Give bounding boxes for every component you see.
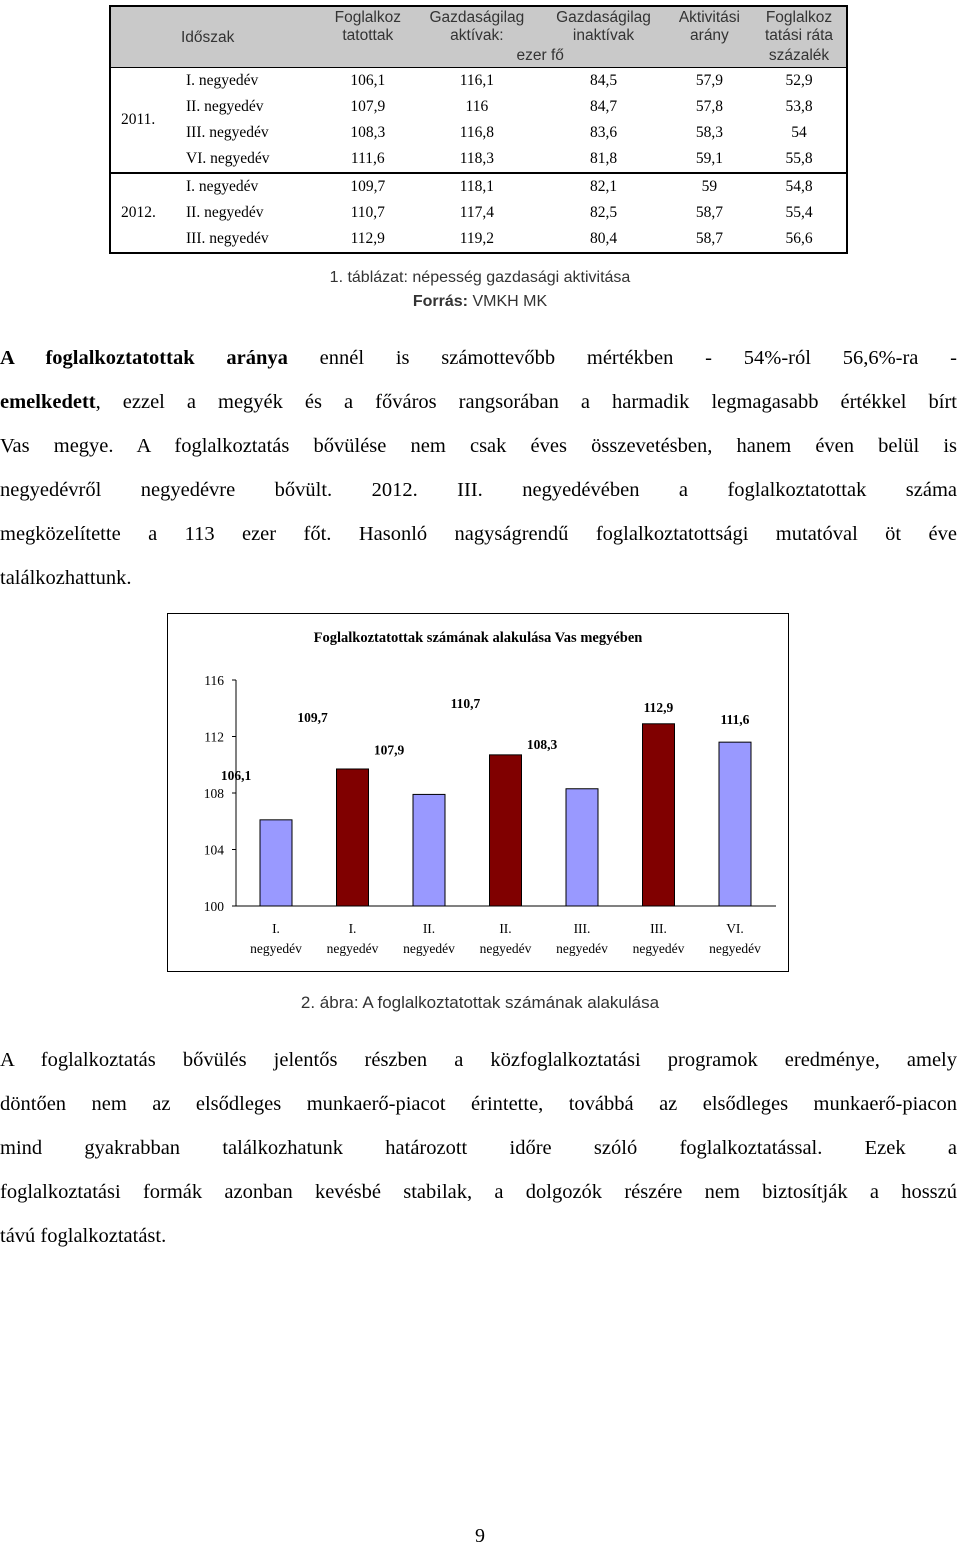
chart-title: Foglalkoztatottak számának alakulása Vas megyében <box>313 630 643 646</box>
header-col5 <box>752 6 847 45</box>
x-tick-label: III. <box>650 921 667 936</box>
value-cell: 57,9 <box>667 67 752 94</box>
bar-value-label: 110,7 <box>450 695 481 711</box>
value-cell: 52,9 <box>752 67 847 94</box>
text-run: ennél is számottevőbb mértékben - 54%-ról 56,6%-ra - <box>287 347 957 369</box>
bar-value-label: 111,6 <box>720 712 750 728</box>
employment-bar-chart <box>167 613 789 972</box>
value-cell: 116,8 <box>459 123 495 141</box>
text-run: , ezzel a megyék és a főváros rangsorában a harmadik legmagasabb értékkel bírt <box>95 391 957 413</box>
value-cell: 118,3 <box>459 149 495 167</box>
bar <box>643 724 675 906</box>
y-tick-label: 112 <box>204 729 224 745</box>
period-cell: III. negyedév <box>186 123 269 141</box>
value-cell: 109,7 <box>322 173 414 200</box>
value-cell: 59,1 <box>695 149 723 167</box>
text-line <box>0 512 957 556</box>
text-line <box>0 424 957 468</box>
text-line <box>0 556 957 600</box>
text-line <box>0 468 957 512</box>
value-cell: 108,3 <box>350 123 386 141</box>
bar-value-label: 112,9 <box>643 699 674 715</box>
bold-phrase: emelkedett <box>0 391 96 413</box>
table-body <box>110 6 847 253</box>
bar <box>260 820 292 906</box>
value-cell: 56,6 <box>785 229 813 247</box>
x-tick-label: I. <box>272 921 280 936</box>
value-cell: 83,6 <box>589 123 618 141</box>
text-line <box>0 380 957 424</box>
text-run: megközelítette a 113 ezer főt. Hasonló nagyságrendű foglalkoztatottsági mutatóval öt éve <box>0 523 957 545</box>
bar-value-label: 108,3 <box>526 736 558 752</box>
y-tick-label: 100 <box>203 899 224 914</box>
value-cell: 119,2 <box>459 229 495 247</box>
header-col1-line: tatottak <box>342 26 394 44</box>
text-line <box>0 336 957 380</box>
header-col1 <box>322 6 414 45</box>
value-cell: 58,3 <box>695 123 723 141</box>
x-tick-label: I. <box>348 921 357 936</box>
value-cell: 55,8 <box>785 149 813 167</box>
value-cell: 107,9 <box>350 97 386 115</box>
header-col4 <box>667 6 752 45</box>
x-tick-label: II. <box>499 921 512 936</box>
bold-phrase: A foglalkoztatottak aránya <box>0 347 288 369</box>
value-cell: 53,8 <box>785 97 813 115</box>
figure-caption: 2. ábra: A foglalkoztatottak számának alakulása <box>300 993 660 1012</box>
source-value: VMKH MK <box>468 293 548 310</box>
table-row <box>110 226 847 253</box>
header-col2 <box>414 6 541 45</box>
value-cell: 84,5 <box>540 67 667 94</box>
x-tick-label: negyedév <box>326 941 379 956</box>
table-row <box>110 94 847 120</box>
period-cell: II. negyedév <box>186 97 264 115</box>
value-cell: 58,7 <box>695 203 723 221</box>
x-tick-label: VI. <box>726 921 744 936</box>
value-cell: 57,8 <box>695 97 723 115</box>
text-line: mind gyakrabban találkozhatunk határozott időre szóló foglalkoztatással. Ezek a <box>0 1137 957 1159</box>
header-col3 <box>540 6 667 45</box>
page-number: 9 <box>475 1525 485 1547</box>
header-idoszak: Időszak <box>110 6 322 67</box>
table-header-row <box>110 6 847 45</box>
x-tick-label: III. <box>573 921 591 936</box>
value-cell: 116,1 <box>414 67 541 94</box>
x-tick-label: negyedév <box>556 941 608 956</box>
y-tick-label: 116 <box>204 673 224 688</box>
table-row <box>110 67 847 94</box>
header-col4-line: Aktivitási <box>678 9 740 26</box>
y-tick-label: 104 <box>203 842 224 858</box>
value-cell: 117,4 <box>459 203 495 221</box>
table-row <box>110 120 847 146</box>
table-row <box>110 173 847 200</box>
table-row <box>110 200 847 226</box>
value-cell: 110,7 <box>350 203 385 221</box>
value-cell: 112,9 <box>350 229 385 247</box>
x-tick-label: negyedév <box>709 941 761 956</box>
text-run: találkozhattunk. <box>0 567 132 589</box>
text-run: negyedévről negyedévre bővült. 2012. III. negyedévében a foglalkoztatottak száma <box>0 479 957 501</box>
bar-value-label: 107,9 <box>373 742 405 758</box>
value-cell: 59 <box>667 173 752 200</box>
value-cell: 118,1 <box>414 173 541 200</box>
unit-szazalek: százalék <box>752 45 847 68</box>
unit-blank <box>667 45 752 68</box>
x-tick-label: negyedév <box>403 941 455 956</box>
bar-value-label: 109,7 <box>297 709 328 725</box>
value-cell: 82,1 <box>540 173 667 200</box>
text-run: Vas megye. A foglalkoztatás bővülése nem csak éves összevetésben, hanem éven belül is <box>0 435 957 457</box>
value-cell: 111,6 <box>350 149 385 167</box>
y-tick-label: 108 <box>203 786 224 801</box>
value-cell: 55,4 <box>785 203 813 221</box>
period-cell: III. negyedév <box>186 229 269 247</box>
x-tick-label: II. <box>422 921 436 936</box>
paragraph-public-work <box>0 1038 957 1258</box>
value-cell: 82,5 <box>589 203 618 221</box>
bar <box>719 742 751 906</box>
bar <box>490 755 522 906</box>
header-col4-line: arány <box>690 26 729 44</box>
value-cell: 54,8 <box>752 173 847 200</box>
header-col3-line: inaktívak <box>572 26 635 44</box>
unit-blank <box>322 45 414 68</box>
header-col5-line: Foglalkoz <box>765 9 833 26</box>
period-cell: I. negyedév <box>181 173 322 200</box>
header-col1-line: Foglalkoz <box>334 9 401 26</box>
source-label: Forrás: <box>412 293 468 310</box>
period-cell: VI. negyedév <box>186 149 270 167</box>
period-cell: II. negyedév <box>186 203 264 221</box>
x-tick-label: negyedév <box>250 941 302 956</box>
header-col2-line: Gazdaságilag <box>429 9 525 26</box>
year-cell: 2011. <box>110 67 181 173</box>
bar <box>337 769 369 906</box>
value-cell: 81,8 <box>589 149 618 167</box>
text-line: távú foglalkoztatást. <box>0 1225 167 1247</box>
unit-ezer-fo: ezer fő <box>414 45 667 68</box>
header-col2-line: aktívak: <box>450 26 504 44</box>
year-cell: 2012. <box>110 173 181 253</box>
bar <box>413 794 445 906</box>
chart-svg <box>168 614 788 971</box>
period-cell: I. negyedév <box>181 67 322 94</box>
table-caption: 1. táblázat: népesség gazdasági aktivitása <box>329 269 631 286</box>
x-tick-label: negyedév <box>632 941 685 956</box>
value-cell: 58,7 <box>695 229 723 247</box>
value-cell: 116 <box>465 97 489 115</box>
paragraph-employment-rate <box>0 336 957 600</box>
bar <box>566 789 598 906</box>
bar-value-label: 106,1 <box>220 767 252 783</box>
x-tick-label: negyedév <box>479 941 532 956</box>
table-row <box>110 146 847 173</box>
header-col3-line: Gazdaságilag <box>556 9 651 26</box>
text-line: A foglalkoztatás bővülés jelentős részben a közfoglalkoztatási programok eredménye, amely <box>0 1049 957 1071</box>
value-cell: 80,4 <box>589 229 618 247</box>
value-cell: 84,7 <box>589 97 618 115</box>
table-source <box>0 293 960 311</box>
value-cell: 54 <box>791 123 807 141</box>
text-line: döntően nem az elsődleges munkaerő-piacot érintette, továbbá az elsődleges munkaerő-piacon <box>0 1093 957 1115</box>
value-cell: 106,1 <box>322 67 414 94</box>
activity-table <box>109 5 848 254</box>
header-col5-line: tatási ráta <box>764 26 834 44</box>
text-line: foglalkoztatási formák azonban kevésbé stabilak, a dolgozók részére nem biztosítják a hosszú <box>0 1181 957 1203</box>
